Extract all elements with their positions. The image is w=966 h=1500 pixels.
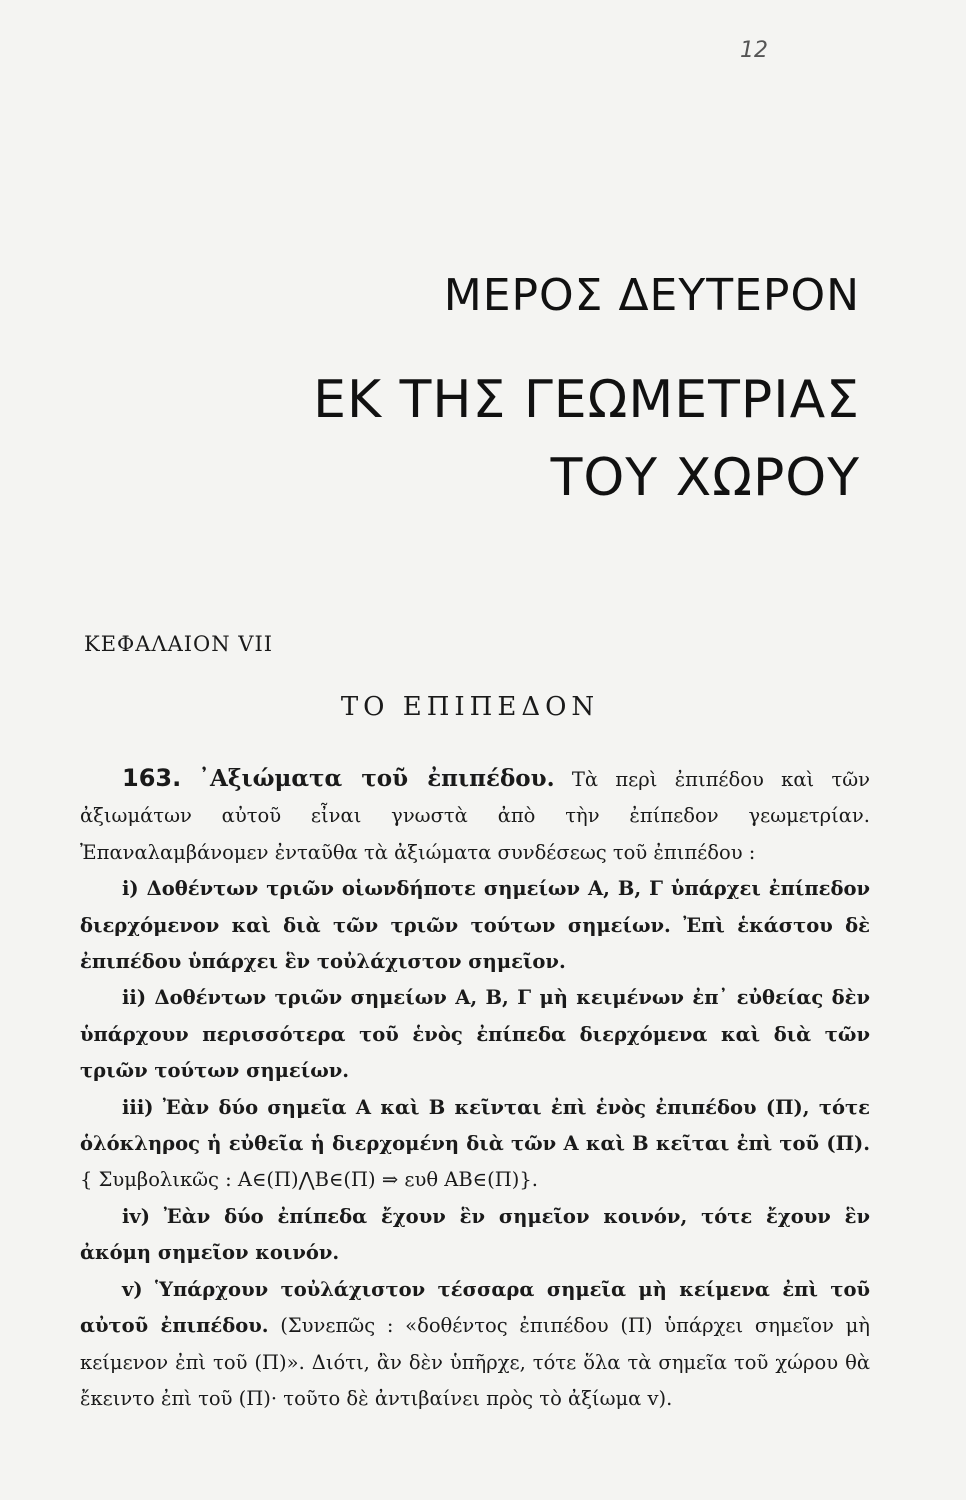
axiom-v [80, 1272, 870, 1418]
axiom-note: { Συμβολικῶς : Α∈(Π)⋀Β∈(Π) ⇒ ευθ ΑΒ∈(Π)}. [80, 1168, 538, 1192]
axiom-i [80, 871, 870, 980]
paragraph-heading: ᾿Αξιώματα τοῦ ἐπιπέδου. [198, 765, 555, 792]
paragraph-number: 163. [122, 764, 182, 792]
axiom-text: ii) Δοθέντων τριῶν σημείων Α, Β, Γ μὴ κειμένων ἐπ᾿ εὐθείας δὲν ὑπάρχουν περισσότερα τοῦ ἑνὸς ἐπίπεδα διερχόμενα καὶ διὰ τῶν τριῶν τούτων σημείων. [80, 986, 870, 1083]
part-title-line-3: ΤΟΥ ΧΩΡΟΥ [550, 448, 860, 508]
axiom-iv [80, 1199, 870, 1272]
axiom-text: iii) Ἐὰν δύο σημεῖα Α καὶ Β κεῖνται ἐπὶ ἑνὸς ἐπιπέδου (Π), τότε ὁλόκληρος ἡ εὐθεῖα ἡ διερχομένη διὰ τῶν Α καὶ Β κεῖται ἐπὶ τοῦ (Π). [80, 1095, 870, 1156]
axiom-text: v) Ὑπάρχουν τοὐλάχιστον τέσσαρα σημεῖα μὴ κείμενα ἐπὶ τοῦ αὐτοῦ ἐπιπέδου. [80, 1277, 870, 1338]
chapter-heading: ΚΕΦΑΛΑΙΟΝ VII [84, 632, 274, 656]
body-text [80, 760, 870, 1417]
axiom-note: (Συνεπῶς : «δοθέντος ἐπιπέδου (Π) ὑπάρχει σημεῖον μὴ κείμενον ἐπὶ τοῦ (Π)». Διότι, ἂν δὲν ὑπῆρχε, τότε ὅλα τὰ σημεῖα τοῦ χώρου θὰ ἔκειντο ἐπὶ τοῦ (Π)· τοῦτο δὲ ἀντιβαίνει πρὸς τὸ ἀξίωμα v). [80, 1314, 870, 1410]
axiom-iii [80, 1090, 870, 1199]
part-title-line-1: ΜΕΡΟΣ ΔΕΥΤΕΡΟΝ [443, 270, 860, 321]
paragraph-163 [80, 760, 870, 871]
axiom-text: iv) Ἐὰν δύο ἐπίπεδα ἔχουν ἓν σημεῖον κοινόν, τότε ἔχουν ἓν ἀκόμη σημεῖον κοινόν. [80, 1204, 870, 1265]
page-number: 12 [740, 38, 768, 63]
paragraph-intro: Τὰ περὶ ἐπιπέδου καὶ τῶν ἀξιωμάτων αὐτοῦ εἶναι γνωστὰ ἀπὸ τὴν ἐπίπεδον γεωμετρίαν. Ἐπαναλαμβάνομεν ἐνταῦθα τὰ ἀξιώματα συνδέσεως τοῦ ἐπιπέδου : [80, 768, 870, 864]
axiom-ii [80, 980, 870, 1089]
part-title-line-2: ΕΚ ΤΗΣ ΓΕΩΜΕΤΡΙΑΣ [313, 370, 860, 430]
section-title: ΤΟ ΕΠΙΠΕΔΟΝ [340, 692, 600, 722]
axiom-text: i) Δοθέντων τριῶν οἱωνδήποτε σημείων Α, Β, Γ ὑπάρχει ἐπίπεδον διερχόμενον καὶ διὰ τῶν τριῶν τούτων σημείων. Ἐπὶ ἑκάστου δὲ ἐπιπέδου ὑπάρχει ἓν τοὐλάχιστον σημεῖον. [80, 877, 870, 974]
